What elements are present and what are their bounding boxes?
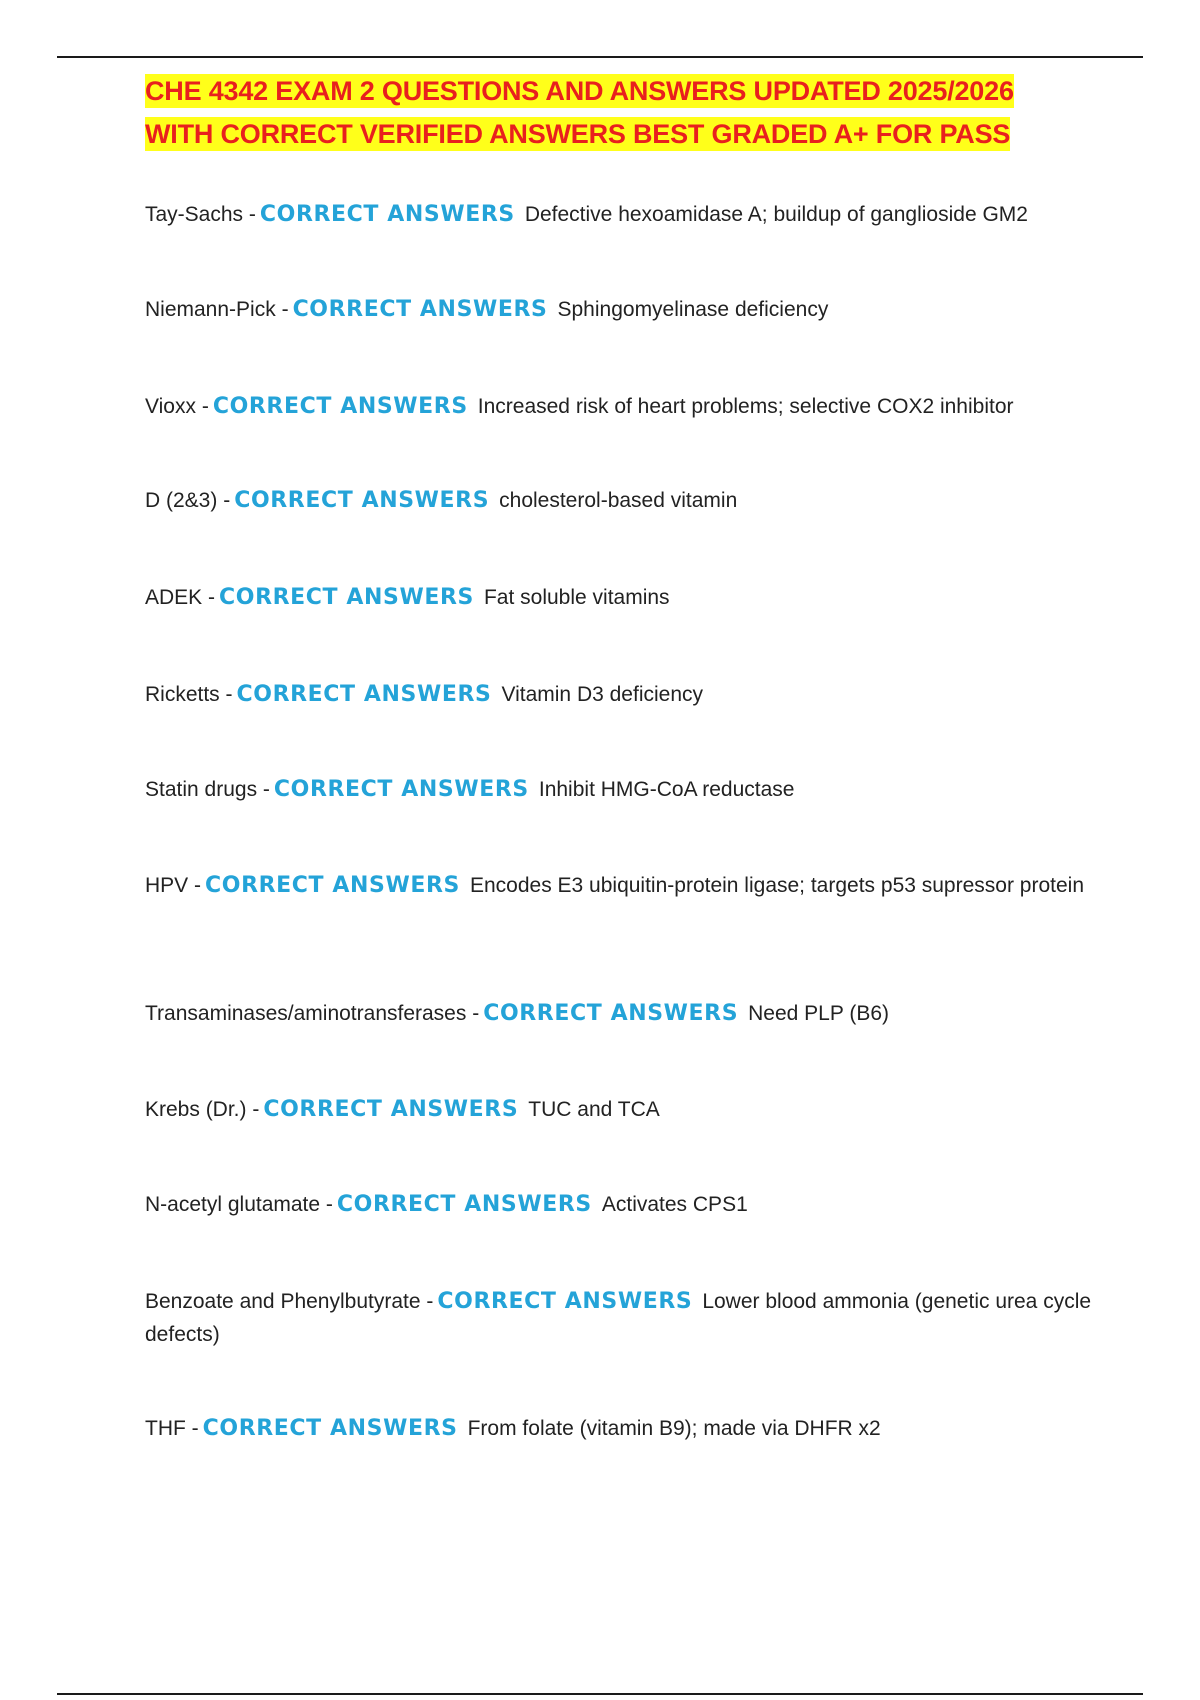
- correct-answers-tag: CORRECT ANSWERS: [292, 297, 548, 322]
- qa-term: Statin drugs: [145, 778, 258, 801]
- qa-term: D (2&3): [145, 489, 218, 512]
- title-line-1: CHE 4342 EXAM 2 QUESTIONS AND ANSWERS UPDATED 2025/2026: [145, 76, 1014, 106]
- correct-answers-tag: CORRECT ANSWERS: [212, 394, 468, 419]
- qa-separator: -: [223, 489, 231, 512]
- qa-term: Transaminases/aminotransferases: [145, 1002, 467, 1025]
- qa-separator: -: [201, 395, 209, 418]
- qa-answer: Fat soluble vitamins: [483, 586, 670, 609]
- document-title: [145, 70, 1095, 156]
- qa-item: [145, 1412, 1095, 1445]
- qa-term: Benzoate and Phenylbutyrate: [145, 1290, 421, 1313]
- qa-separator: -: [262, 778, 270, 801]
- qa-item: [145, 581, 1095, 614]
- qa-term: THF: [145, 1417, 186, 1440]
- qa-separator: -: [325, 1193, 333, 1216]
- correct-answers-tag: CORRECT ANSWERS: [259, 202, 515, 227]
- qa-item: [145, 1093, 1095, 1126]
- qa-term: Vioxx: [145, 395, 196, 418]
- qa-term: HPV: [145, 874, 189, 897]
- correct-answers-tag: CORRECT ANSWERS: [336, 1192, 592, 1217]
- qa-separator: -: [208, 586, 216, 609]
- qa-item: [145, 484, 1095, 517]
- correct-answers-tag: CORRECT ANSWERS: [273, 777, 529, 802]
- qa-separator: -: [194, 874, 202, 897]
- qa-answer: cholesterol-based vitamin: [499, 489, 738, 512]
- qa-separator: -: [252, 1098, 260, 1121]
- qa-separator: -: [426, 1290, 434, 1313]
- qa-item: [145, 678, 1095, 711]
- qa-separator: -: [472, 1002, 480, 1025]
- qa-answer: Lower blood ammonia (genetic urea cycle defects): [145, 1290, 1092, 1346]
- qa-item: [145, 773, 1095, 806]
- qa-answer: Sphingomyelinase deficiency: [557, 298, 829, 321]
- qa-item: [145, 293, 1095, 326]
- qa-answer: Activates CPS1: [601, 1193, 748, 1216]
- qa-answer: Defective hexoamidase A; buildup of ganglioside GM2: [524, 203, 1028, 226]
- qa-item: [145, 997, 1095, 1030]
- qa-answer: TUC and TCA: [528, 1098, 660, 1121]
- qa-term: ADEK: [145, 586, 203, 609]
- qa-term: Krebs (Dr.): [145, 1098, 247, 1121]
- correct-answers-tag: CORRECT ANSWERS: [263, 1097, 519, 1122]
- document-body: [145, 70, 1095, 1441]
- qa-answer: From folate (vitamin B9); made via DHFR x2: [467, 1417, 881, 1440]
- qa-item: [145, 1188, 1095, 1221]
- qa-term: N-acetyl glutamate: [145, 1193, 321, 1216]
- correct-answers-tag: CORRECT ANSWERS: [483, 1001, 739, 1026]
- qa-separator: -: [281, 298, 289, 321]
- top-rule: [57, 56, 1143, 58]
- qa-term: Niemann-Pick: [145, 298, 276, 321]
- correct-answers-tag: CORRECT ANSWERS: [236, 682, 492, 707]
- correct-answers-tag: CORRECT ANSWERS: [202, 1416, 458, 1441]
- qa-answer: Encodes E3 ubiquitin-protein ligase; targets p53 supressor protein: [469, 874, 1085, 897]
- qa-term: Ricketts: [145, 683, 220, 706]
- correct-answers-tag: CORRECT ANSWERS: [234, 488, 490, 513]
- bottom-rule: [57, 1693, 1143, 1695]
- qa-answer: Need PLP (B6): [748, 1002, 889, 1025]
- correct-answers-tag: CORRECT ANSWERS: [437, 1289, 693, 1314]
- qa-answer: Inhibit HMG-CoA reductase: [538, 778, 795, 801]
- qa-item: [145, 1285, 1095, 1351]
- title-line-2: WITH CORRECT VERIFIED ANSWERS BEST GRADED A+ FOR PASS: [145, 119, 1011, 149]
- correct-answers-tag: CORRECT ANSWERS: [205, 873, 460, 898]
- qa-item: [145, 198, 1095, 231]
- qa-separator: -: [225, 683, 233, 706]
- correct-answers-tag: CORRECT ANSWERS: [219, 585, 474, 610]
- qa-separator: -: [191, 1417, 199, 1440]
- qa-separator: -: [248, 203, 256, 226]
- qa-answer: Increased risk of heart problems; selective COX2 inhibitor: [477, 395, 1014, 418]
- qa-term: Tay-Sachs: [145, 203, 244, 226]
- qa-item: [145, 869, 1095, 902]
- qa-item: [145, 390, 1095, 423]
- qa-answer: Vitamin D3 deficiency: [501, 683, 704, 706]
